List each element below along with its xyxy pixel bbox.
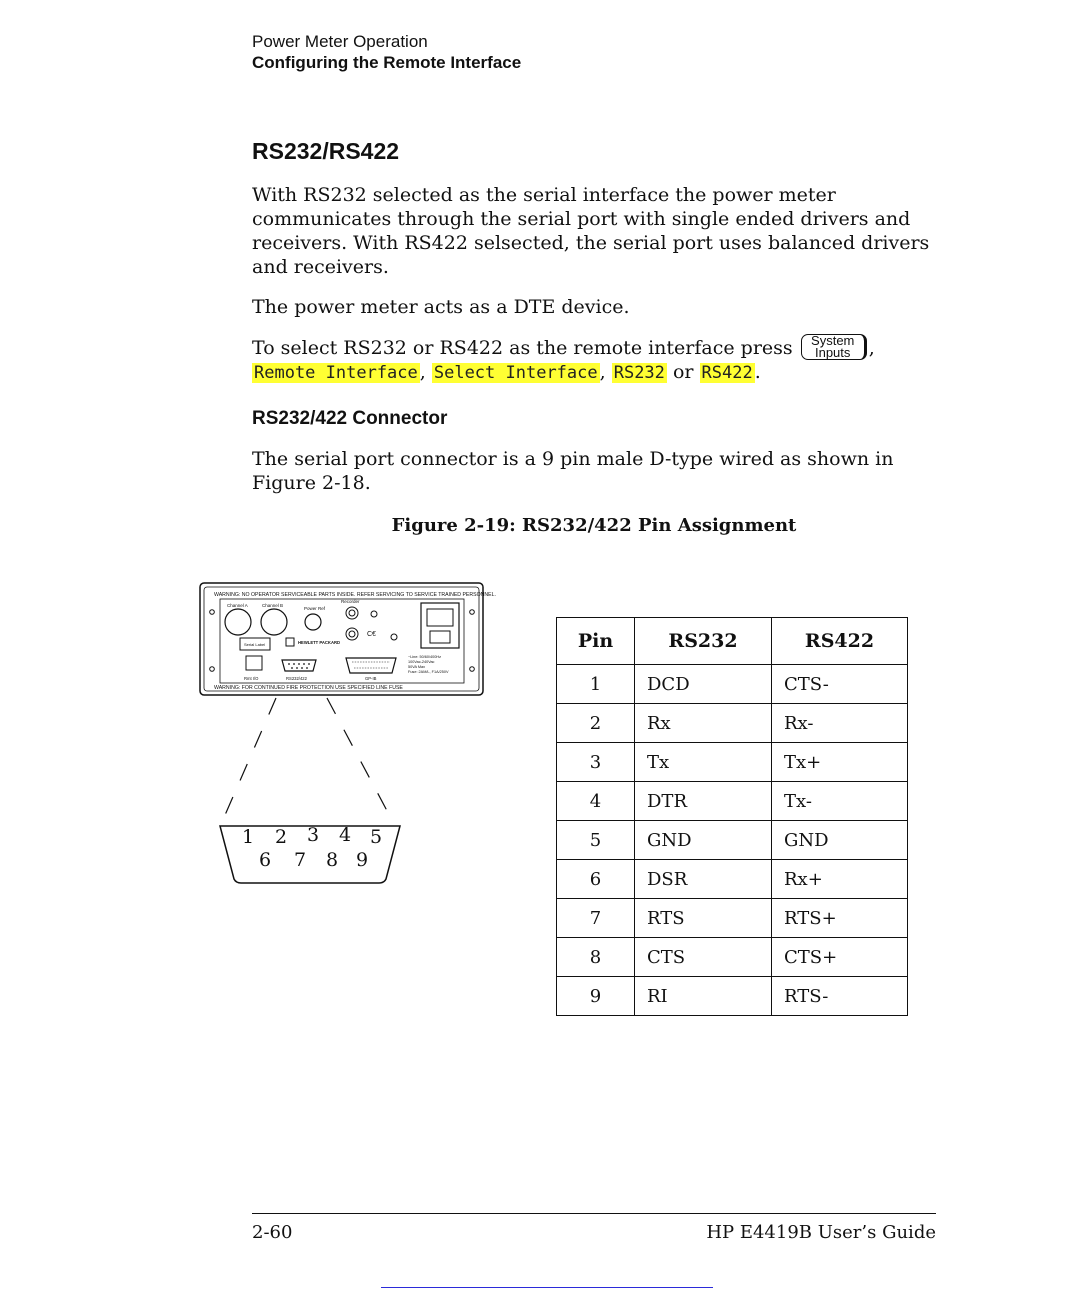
header-section: Configuring the Remote Interface <box>252 53 522 72</box>
inputs-key-label: Inputs <box>814 345 851 360</box>
paragraph-connector: The serial port connector is a 9 pin male D-type wired as shown in Figure 2-18. <box>252 448 894 494</box>
figure-title: Figure 2-19: RS232/422 Pin Assignment <box>391 515 797 536</box>
pin-assignment-table <box>556 617 908 1016</box>
pin-cell: 1 <box>557 665 635 704</box>
table-row <box>557 665 908 704</box>
rs232-cell: CTS <box>635 938 772 977</box>
softkey-rs232: RS232 <box>613 363 665 383</box>
rs422-cell: Rx+ <box>772 860 908 899</box>
pin-label-7: 7 <box>294 849 307 871</box>
rs422-cell: Tx- <box>772 782 908 821</box>
line-spec-3: 50VA Max <box>408 665 426 669</box>
subsection-title: RS232/422 Connector <box>252 408 448 429</box>
power-ref-connector <box>305 614 321 630</box>
rs422-cell: RTS+ <box>772 899 908 938</box>
section-title: RS232/RS422 <box>252 138 400 164</box>
panel-warning-top: WARNING: NO OPERATOR SERVICEABLE PARTS INSIDE. REFER SERVICING TO SERVICE TRAINED PERSONNEL. <box>214 592 496 598</box>
rs232-cell: GND <box>635 821 772 860</box>
pin-cell: 2 <box>557 704 635 743</box>
header-rs232: RS232 <box>635 618 772 665</box>
rs422-cell: Rx- <box>772 704 908 743</box>
rs232-cell: Tx <box>635 743 772 782</box>
pin-label-6: 6 <box>259 849 272 871</box>
table-row <box>557 899 908 938</box>
pin-label-2: 2 <box>275 826 288 848</box>
rs232-cell: DTR <box>635 782 772 821</box>
rs422-cell: RTS- <box>772 977 908 1016</box>
pin-label-4: 4 <box>339 824 352 846</box>
power-ref-label: Power Ref <box>304 606 326 611</box>
serial-label-text: Serial Label <box>244 642 266 647</box>
table-header-row <box>557 618 908 665</box>
rs232-cell: DCD <box>635 665 772 704</box>
channel-a-label: Channel A <box>227 603 248 608</box>
link-underline[interactable] <box>381 1287 713 1288</box>
table-row <box>557 704 908 743</box>
rear-panel-drawing <box>196 576 496 896</box>
table-row <box>557 782 908 821</box>
system-key-label: System <box>811 333 855 348</box>
softkey-rs422: RS422 <box>701 363 753 383</box>
recorder-label: Recorder <box>341 599 360 604</box>
select-intro-text: To select RS232 or RS422 as the remote interface press <box>252 337 793 359</box>
rs232-cell: RTS <box>635 899 772 938</box>
gpib-port-icon <box>346 658 396 673</box>
pin-label-8: 8 <box>326 849 339 871</box>
panel-warning-bottom: WARNING: FOR CONTINUED FIRE PROTECTION USE SPECIFIED LINE FUSE <box>214 685 403 691</box>
rs232-port-label: RS232/422 <box>286 676 307 681</box>
table-row <box>557 977 908 1016</box>
table-row <box>557 821 908 860</box>
footer-rule <box>252 1213 936 1214</box>
pin-cell: 7 <box>557 899 635 938</box>
gpib-label: GP-IB <box>365 676 377 681</box>
rs422-cell: Tx+ <box>772 743 908 782</box>
pin-cell: 4 <box>557 782 635 821</box>
brand-label: HEWLETT PACKARD <box>298 640 341 645</box>
line-spec-4: Fuse: 2AM/L, F1A/250V <box>408 670 449 674</box>
or-word: or <box>672 361 694 383</box>
table-row <box>557 860 908 899</box>
pin-cell: 9 <box>557 977 635 1016</box>
softkey-remote-interface: Remote Interface <box>254 363 418 383</box>
remote-io-label: Rmt I/O <box>244 676 259 681</box>
pin-label-1: 1 <box>242 826 255 848</box>
table-row <box>557 743 908 782</box>
line-spec-1: ~Line: 50/60/400Hz <box>408 655 442 659</box>
pin-cell: 5 <box>557 821 635 860</box>
channel-b-label: Channel B <box>262 603 284 608</box>
rs422-cell: GND <box>772 821 908 860</box>
svg-text:C€: C€ <box>367 631 376 638</box>
line-spec-2: 100Vac-240Vac <box>408 660 435 664</box>
pin-label-3: 3 <box>307 824 320 846</box>
header-rs422: RS422 <box>772 618 908 665</box>
rear-panel-figure <box>196 576 496 901</box>
pin-label-9: 9 <box>356 849 369 871</box>
page-number: 2-60 <box>252 1222 293 1243</box>
pin-label-5: 5 <box>370 826 383 848</box>
rs422-cell: CTS- <box>772 665 908 704</box>
system-inputs-key <box>801 334 867 360</box>
header-chapter: Power Meter Operation <box>252 32 428 51</box>
rs232-port-icon <box>282 660 316 671</box>
channel-a-connector <box>225 609 251 635</box>
rs232-cell: Rx <box>635 704 772 743</box>
paragraph-select-interface: To select RS232 or RS422 as the remote interface press System Inputs , Remote Interface , Select Interface , RS232 or RS422 . <box>252 333 875 383</box>
header-pin: Pin <box>557 618 635 665</box>
paragraph-dte: The power meter acts as a DTE device. <box>252 296 630 318</box>
pin-cell: 3 <box>557 743 635 782</box>
softkey-select-interface: Select Interface <box>433 363 598 383</box>
paragraph-rs232-rs422: With RS232 selected as the serial interface the power meter communicates through the serial port with single ended drivers and receivers. With RS422 selsected, the serial port uses balanced drivers and receivers. <box>252 184 930 278</box>
pin-cell: 6 <box>557 860 635 899</box>
rs232-cell: DSR <box>635 860 772 899</box>
table-row <box>557 938 908 977</box>
rs232-cell: RI <box>635 977 772 1016</box>
channel-b-connector <box>261 609 287 635</box>
pin-cell: 8 <box>557 938 635 977</box>
guide-title: HP E4419B User’s Guide <box>706 1222 936 1243</box>
rs422-cell: CTS+ <box>772 938 908 977</box>
